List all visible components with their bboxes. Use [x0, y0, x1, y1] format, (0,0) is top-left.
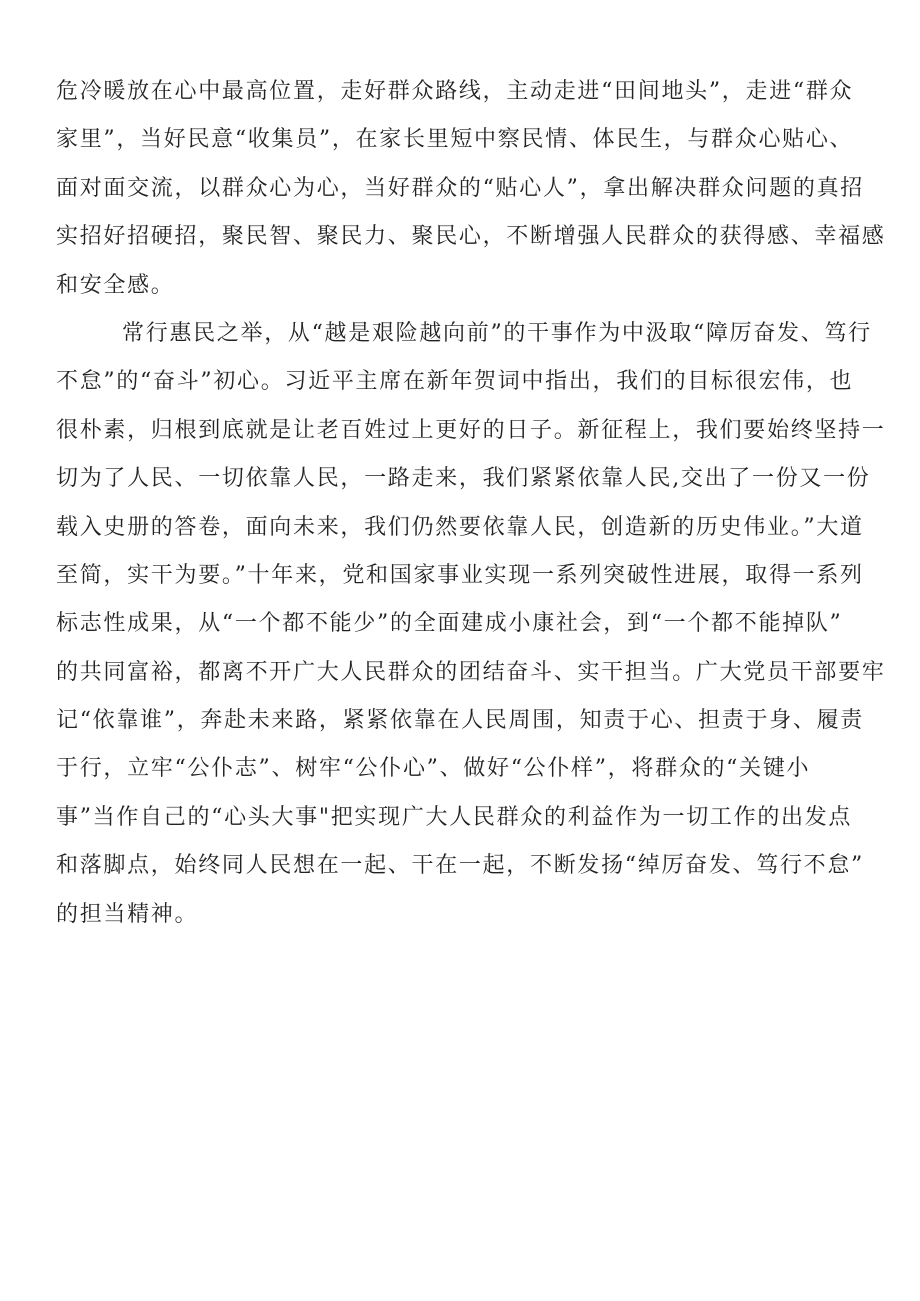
text-line: 记“依靠谁”，奔赴未来路，紧紧依靠在人民周围，知责于心、担责于身、履责	[56, 708, 864, 734]
paragraph-2	[56, 310, 886, 939]
text-line: 很朴素，归根到底就是让老百姓过上更好的日子。新征程上，我们要始终坚持一	[56, 417, 886, 443]
text-line: 事”当作自己的“心头大事"把实现广大人民群众的利益作为一切工作的出发点	[56, 804, 853, 830]
text-line: 的共同富裕，都离不开广大人民群众的团结奋斗、实干担当。广大党员干部要牢	[56, 659, 886, 685]
text-line: 不怠”的“奋斗”初心。习近平主席在新年贺词中指出，我们的目标很宏伟，也	[56, 369, 854, 395]
text-line: 常行惠民之举，从“越是艰险越向前”的干事作为中汲取“障厉奋发、笃行	[122, 320, 872, 346]
text-line: 载入史册的答卷，面向未来，我们仍然要依靠人民，创造新的历史伟业。”大道	[56, 514, 864, 540]
text-line: 切为了人民、一切依靠人民，一路走来，我们紧紧依靠人民,交出了一份又一份	[56, 466, 871, 492]
text-line: 实招好招硬招，聚民智、聚民力、聚民心，不断增强人民群众的获得感、幸福感	[56, 224, 886, 250]
text-line: 的担当精神。	[56, 901, 199, 927]
document-body	[56, 68, 886, 939]
text-line: 家里”，当好民意“收集员”，在家长里短中察民情、体民生，与群众心贴心、	[56, 127, 854, 153]
text-line: 和安全感。	[56, 272, 175, 298]
text-line: 和落脚点，始终同人民想在一起、干在一起，不断发扬“绰厉奋发、笃行不怠”	[56, 853, 864, 879]
text-line: 于行，立牢“公仆志”、树牢“公仆心”、做好“公仆样”，将群众的“关键小	[56, 756, 811, 782]
paragraph-1	[56, 68, 886, 310]
text-line: 危冷暖放在心中最高位置，走好群众路线，主动走进“田间地头”，走进“群众	[56, 79, 854, 104]
text-line: 面对面交流，以群众心为心，当好群众的“贴心人”，拿出解决群众问题的真招	[56, 175, 864, 201]
text-line: 标志性成果，从“一个都不能少”的全面建成小康社会，到“一个都不能掉队”	[56, 611, 843, 637]
text-line: 至简，实干为要。”十年来，党和国家事业实现一系列突破性进展，取得一系列	[56, 562, 864, 588]
